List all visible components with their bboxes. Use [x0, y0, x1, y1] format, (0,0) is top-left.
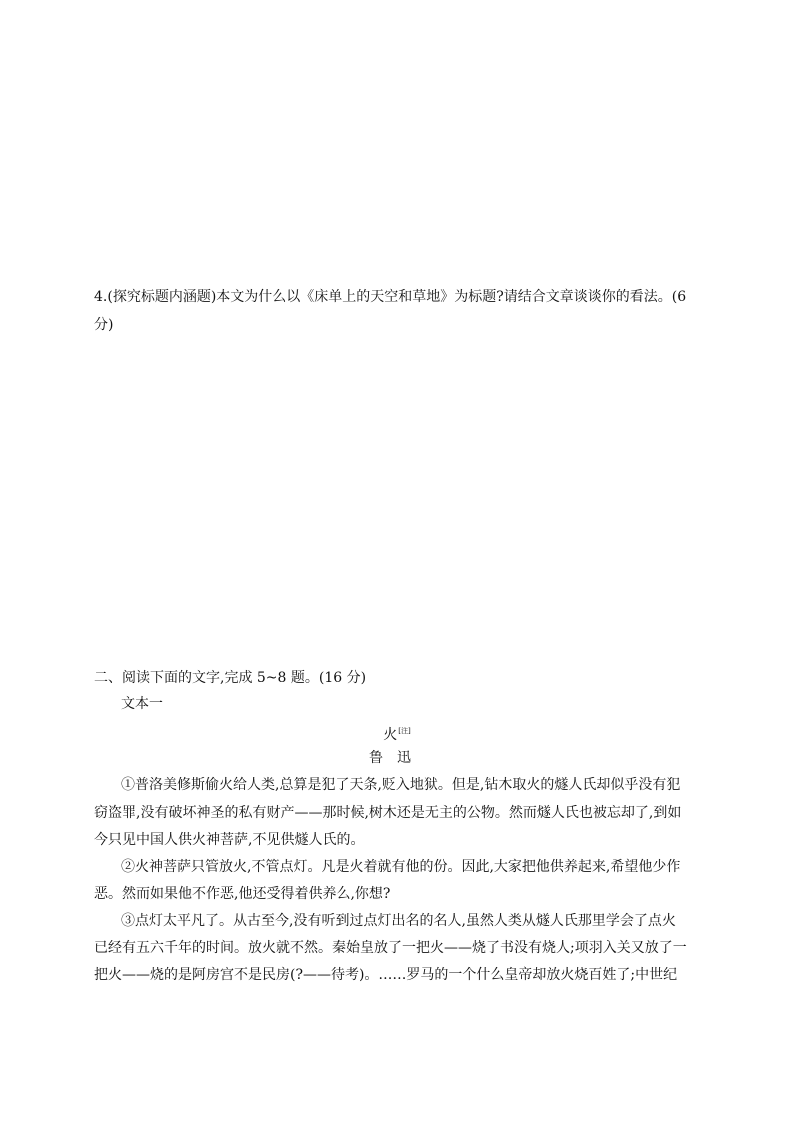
article-title	[0, 722, 794, 744]
paragraph-1-line-2: 窃盗罪,没有破坏神圣的私有财产——那时候,树木还是无主的公物。然而燧人氏也被忘却了,到如	[94, 805, 682, 821]
paragraph-1-line-3: 今只见中国人供火神菩萨,不见供燧人氏的。	[94, 832, 365, 848]
question-4-line-1: 4.(探究标题内涵题)本文为什么以《床单上的天空和草地》为标题?请结合文章谈谈你的看法。(6	[94, 289, 687, 305]
author-name: 鲁迅	[369, 750, 425, 766]
text-one-label: 文本一	[121, 696, 163, 712]
question-4-line-2: 分)	[94, 317, 114, 333]
paragraph-2-line-2: 恶。然而如果他不作恶,他还受得着供养么,你想?	[94, 886, 391, 902]
article-title-text: 火	[383, 727, 398, 743]
footnote-marker: [注]	[398, 727, 411, 735]
paragraph-3-line-2: 已经有五六千年的时间。放火就不然。秦始皇放了一把火——烧了书没有烧人;项羽入关又放了一	[94, 940, 687, 956]
paragraph-1-line-1: ①普洛美修斯偷火给人类,总算是犯了天条,贬入地狱。但是,钻木取火的燧人氏却似乎没有犯	[121, 777, 681, 793]
paragraph-3-line-1: ③点灯太平凡了。从古至今,没有听到过点灯出名的名人,虽然人类从燧人氏那里学会了点火	[121, 913, 676, 929]
section-2-heading: 二、阅读下面的文字,完成 5~8 题。(16 分)	[94, 670, 367, 686]
paragraph-2-line-1: ②火神菩萨只管放火,不管点灯。凡是火着就有他的份。因此,大家把他供养起来,希望他少作	[121, 859, 681, 875]
paragraph-3-line-3: 把火——烧的是阿房宫不是民房(?——待考)。……罗马的一个什么皇帝却放火烧百姓了;中世纪	[94, 967, 678, 983]
article-author	[0, 749, 794, 767]
